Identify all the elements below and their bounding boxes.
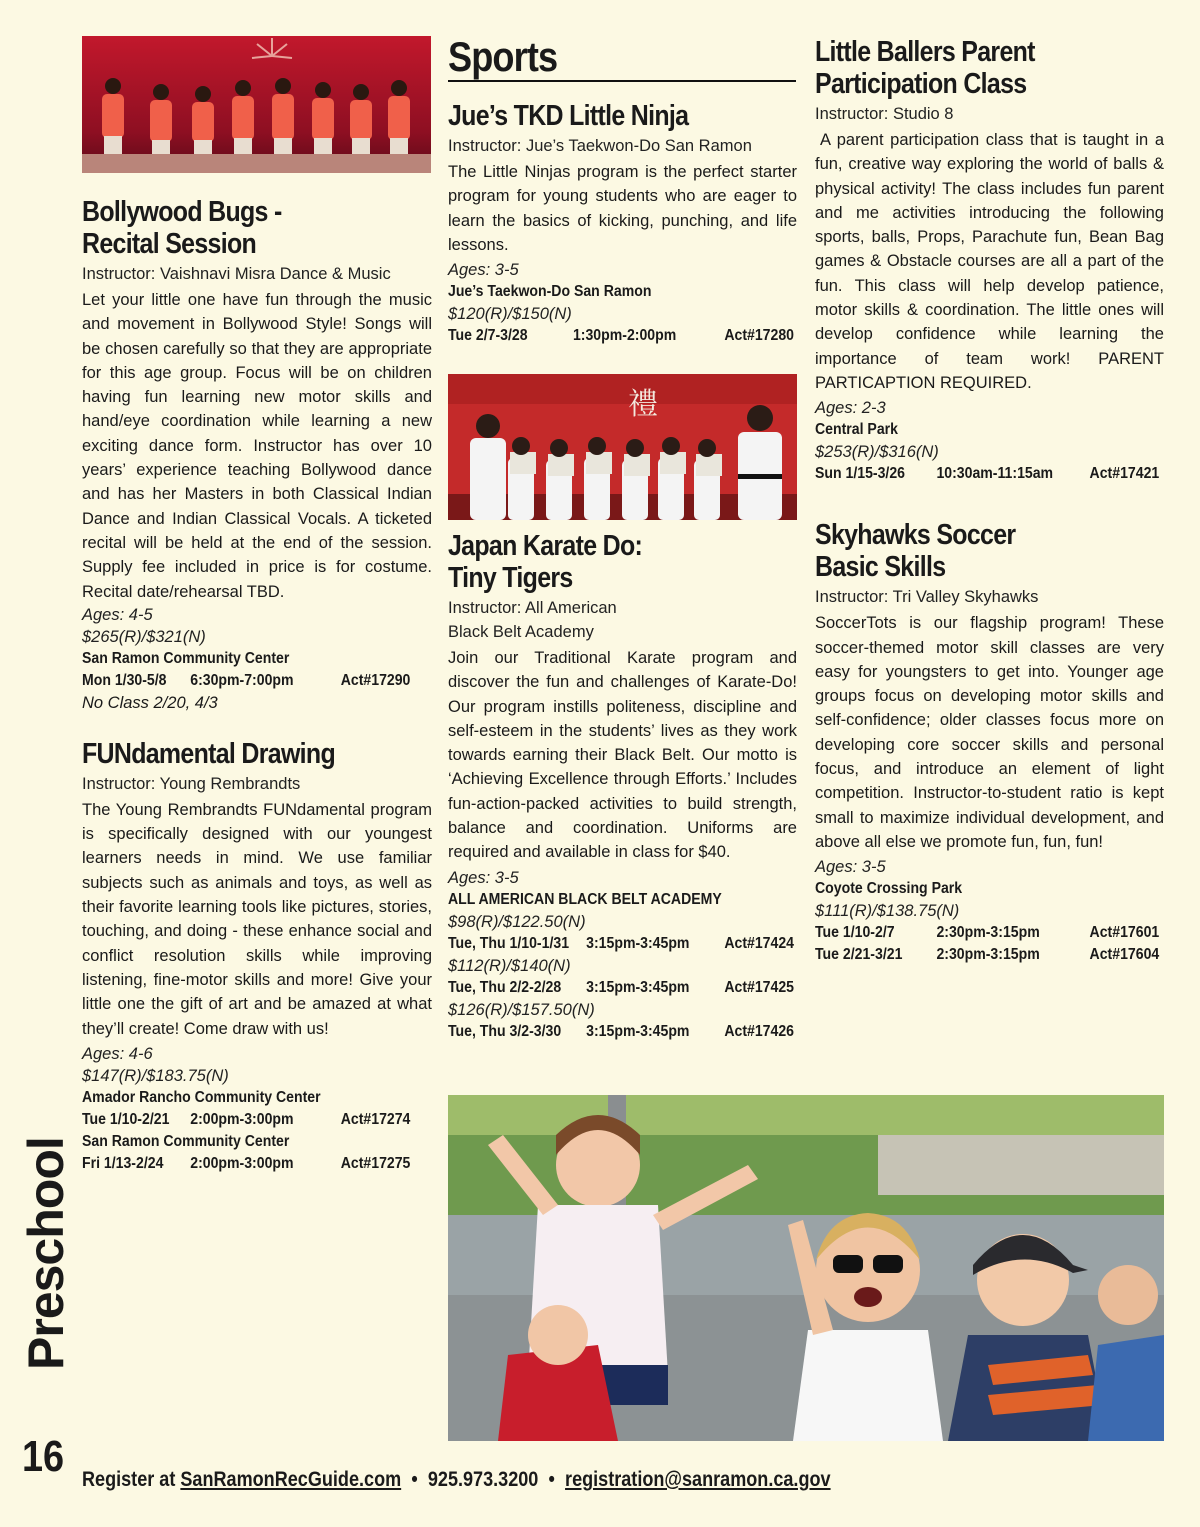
course-location: Jue’s Taekwon-Do San Ramon <box>448 283 652 301</box>
footer-email-link[interactable]: registration@sanramon.ca.gov <box>565 1468 831 1491</box>
middle-column-karate <box>448 530 797 1043</box>
course-description: Let your little one have fun through the music and movement in Bollywood Style! Songs will be chosen carefully so that they are appropriate for this age group. Focus will be on children having fun learning new motor skills and hand/eye coordination while learning a new exciting dance form. Instructor has over 10 years’ experience teaching Bollywood dance and has her Masters in both Classical Indian Dance and Indian Classical Vocals. A ticketed recital will be held at the end of the session. Supply fee included in price is for costume. Recital date/rehearsal TBD. <box>82 291 432 601</box>
course-price: $253(R)/$316(N) <box>815 443 939 462</box>
course-instructor: Instructor: Studio 8 <box>815 105 954 123</box>
course-little-ballers <box>815 36 1164 485</box>
course-ages: Ages: 4-5 <box>82 605 153 624</box>
course-session: Tue 1/10-2/7 2:30pm-3:15pm Act#17601 <box>815 924 1160 942</box>
course-instructor: Instructor: Young Rembrandts <box>82 774 301 793</box>
section-heading: Sports <box>448 34 796 82</box>
soccer-photo <box>448 1095 1164 1441</box>
course-price: $120(R)/$150(N) <box>448 305 572 324</box>
course-title: Little Ballers Parent Participation Class <box>815 36 1035 100</box>
course-title: FUNdamental Drawing <box>82 737 335 770</box>
course-location: ALL AMERICAN BLACK BELT ACADEMY <box>448 890 722 908</box>
course-ages: Ages: 3-5 <box>815 858 886 877</box>
course-ages: Ages: 3-5 <box>448 261 519 280</box>
course-japan-karate <box>448 530 797 1043</box>
right-column <box>815 36 1164 966</box>
course-price: $265(R)/$321(N) <box>82 627 206 646</box>
course-session: Tue, Thu 1/10-1/31 3:15pm-3:45pm Act#17424 <box>448 934 794 952</box>
course-bollywood-bugs <box>82 196 432 714</box>
course-title: Bollywood Bugs - Recital Session <box>82 196 282 260</box>
course-price: $98(R)/$122.50(N) <box>448 912 586 931</box>
course-instructor: Instructor: Tri Valley Skyhawks <box>815 588 1039 607</box>
course-session: Tue 1/10-2/21 2:00pm-3:00pm Act#17274 <box>82 1110 411 1128</box>
course-price: $126(R)/$157.50(N) <box>448 1000 595 1019</box>
course-description: SoccerTots is our flagship program! These soccer-themed motor skill classes are very easy for youngsters to get into. Younger age groups focus on developing motor skills and self-confidence; older classes focus more on developing core soccer skills and personal focus, and introduce an element of light competition. Instructor-to-student ratio is kept small to maximize individual development, and above all else we promote fun, fun, fun! <box>815 614 1164 851</box>
svg-text:禮: 禮 <box>628 387 658 422</box>
course-description: The Young Rembrandts FUNdamental program is specifically designed with our youngest learners needs in mind. We use familiar subjects such as animals and toys, as well as their favorite learning tools like pictures, stories, touching, and doing - these enhance social and conflict resolution skills while improving listening, fine-motor skills and more! Give your little one the gift of art and be amazed at what they’ll create! Come draw with us! <box>82 800 432 1038</box>
footer <box>82 1466 831 1494</box>
course-price: $111(R)/$138.75(N) <box>815 902 960 921</box>
middle-column <box>448 100 797 347</box>
course-fundamental-drawing <box>82 738 432 1175</box>
course-skyhawks-soccer <box>815 519 1164 966</box>
footer-separator: • <box>411 1468 418 1491</box>
course-instructor: Black Belt Academy <box>448 623 594 641</box>
course-session: Mon 1/30-5/8 6:30pm-7:00pm Act#17290 <box>82 671 411 689</box>
course-session: Sun 1/15-3/26 10:30am-11:15am Act#17421 <box>815 465 1160 483</box>
course-location: Amador Rancho Community Center <box>82 1088 321 1106</box>
footer-separator: • <box>548 1468 555 1491</box>
page-number: 16 <box>22 1432 65 1481</box>
course-description: The Little Ninjas program is the perfect starter program for young students who are eager to learn the basics of kicking, punching, and life lessons. <box>448 163 797 254</box>
course-price: $147(R)/$183.75(N) <box>82 1066 229 1085</box>
course-location: San Ramon Community Center <box>82 1132 290 1150</box>
course-location: Coyote Crossing Park <box>815 880 963 898</box>
course-tkd-little-ninja <box>448 100 797 347</box>
left-column <box>82 196 432 1175</box>
course-ages: Ages: 4-6 <box>82 1044 153 1063</box>
course-title: Skyhawks Soccer Basic Skills <box>815 519 1016 584</box>
course-session: Tue 2/21-3/21 2:30pm-3:15pm Act#17604 <box>815 946 1160 964</box>
course-location: Central Park <box>815 421 898 439</box>
course-instructor: Instructor: All American <box>448 599 617 617</box>
dance-photo <box>82 36 431 173</box>
course-ages: Ages: 2-3 <box>815 399 886 418</box>
course-title: Jue’s TKD Little Ninja <box>448 100 689 132</box>
footer-phone: 925.973.3200 <box>427 1468 539 1491</box>
course-ages: Ages: 3-5 <box>448 868 519 887</box>
course-price: $112(R)/$140(N) <box>448 956 571 975</box>
course-session: Fri 1/13-2/24 2:00pm-3:00pm Act#17275 <box>82 1154 411 1172</box>
course-description: A parent participation class that is taught in a fun, creative way exploring the world of balls & physical activity! The class includes fun parent and me activities introducing the following sports, balls, Props, Parachute fun, Bean Bag games & Obstacle courses are all a part of the fun. This class will help develop patience, motor skills & coordination. The little ones will develop confidence while learning the importance of team work! PARENT PARTICAPTION REQUIRED. <box>815 131 1164 392</box>
course-instructor: Instructor: Jue’s Taekwon-Do San Ramon <box>448 137 752 155</box>
course-note: No Class 2/20, 4/3 <box>82 693 218 712</box>
course-title: Japan Karate Do: Tiny Tigers <box>448 530 643 594</box>
course-description: Join our Traditional Karate program and discover the fun and challenges of Karate-Do! Our program instills politeness, discipline and self-esteem in the students’ lives as they work towards earning their Black Belt. Our motto is ‘Achieving Excellence through Efforts.’ Includes fun-action-packed activities to build strength, balance and coordination. Uniforms are required and available in class for $40. <box>448 649 797 862</box>
footer-website-link[interactable]: SanRamonRecGuide.com <box>180 1468 402 1491</box>
sidebar-section-label: Preschool <box>18 1137 74 1370</box>
karate-photo <box>448 374 797 520</box>
footer-register-label: Register at <box>82 1468 176 1491</box>
course-instructor: Instructor: Vaishnavi Misra Dance & Music <box>82 265 391 283</box>
course-location: San Ramon Community Center <box>82 649 290 667</box>
course-session: Tue, Thu 2/2-2/28 3:15pm-3:45pm Act#17425 <box>448 978 794 996</box>
course-session: Tue 2/7-3/28 1:30pm-2:00pm Act#17280 <box>448 327 794 345</box>
course-session: Tue, Thu 3/2-3/30 3:15pm-3:45pm Act#17426 <box>448 1022 794 1040</box>
